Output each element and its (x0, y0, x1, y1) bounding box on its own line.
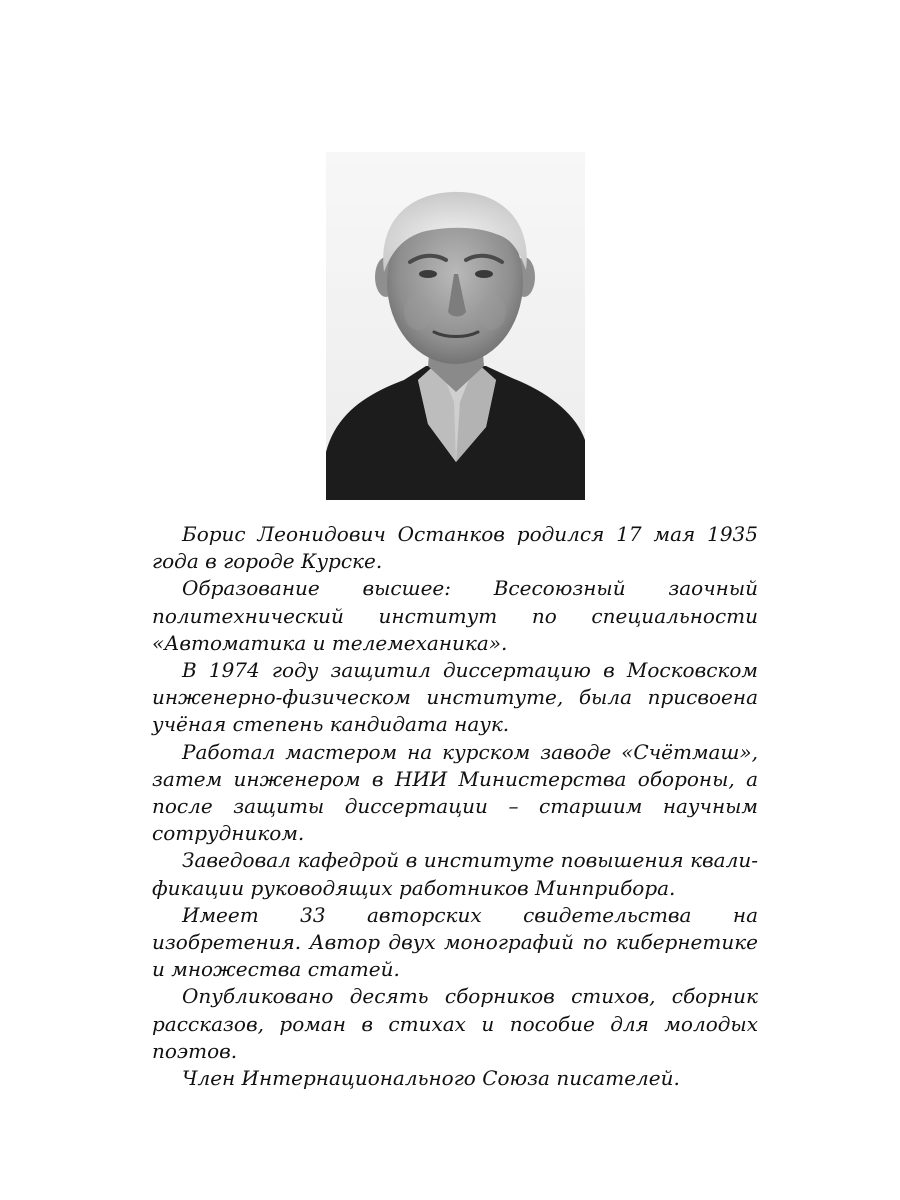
biography-paragraph-education: Образование высшее: Всесоюзный заочный политехнический институт по специальности «Автоматика и телемеханика». (152, 576, 758, 655)
author-portrait (326, 152, 585, 500)
biography-paragraph-dissertation: В 1974 году защитил диссертацию в Московском инженерно-физическом институте, была присвоена учёная степень кандидата наук. (152, 658, 758, 737)
biography-paragraph-career: Работал мастером на курском заводе «Счётмаш», затем инженером в НИИ Министерства обороны, а после защиты диссертации – старшим научным сотрудником. (152, 739, 758, 846)
biography-paragraph-membership: Член Интернационального Союза писателей. (182, 1066, 680, 1091)
author-portrait-image (326, 152, 585, 500)
biography-text (152, 521, 758, 1092)
biography-paragraph-inventions: Имеет 33 авторских свидетельства на изобретения. Автор двух монографий по кибернетике и множества статей. (152, 902, 758, 982)
biography-paragraph-department: Заведовал кафедрой в институте повышения квалификации руководящих работников Минприбора. (152, 848, 758, 900)
biography-paragraph-birth: Борис Леонидович Останков родился 17 мая 1935 года в городе Курске. (152, 522, 758, 574)
biography-paragraph-publications: Опубликовано десять сборников стихов, сборник рассказов, роман в стихах и пособие для молодых поэтов. (152, 984, 758, 1063)
